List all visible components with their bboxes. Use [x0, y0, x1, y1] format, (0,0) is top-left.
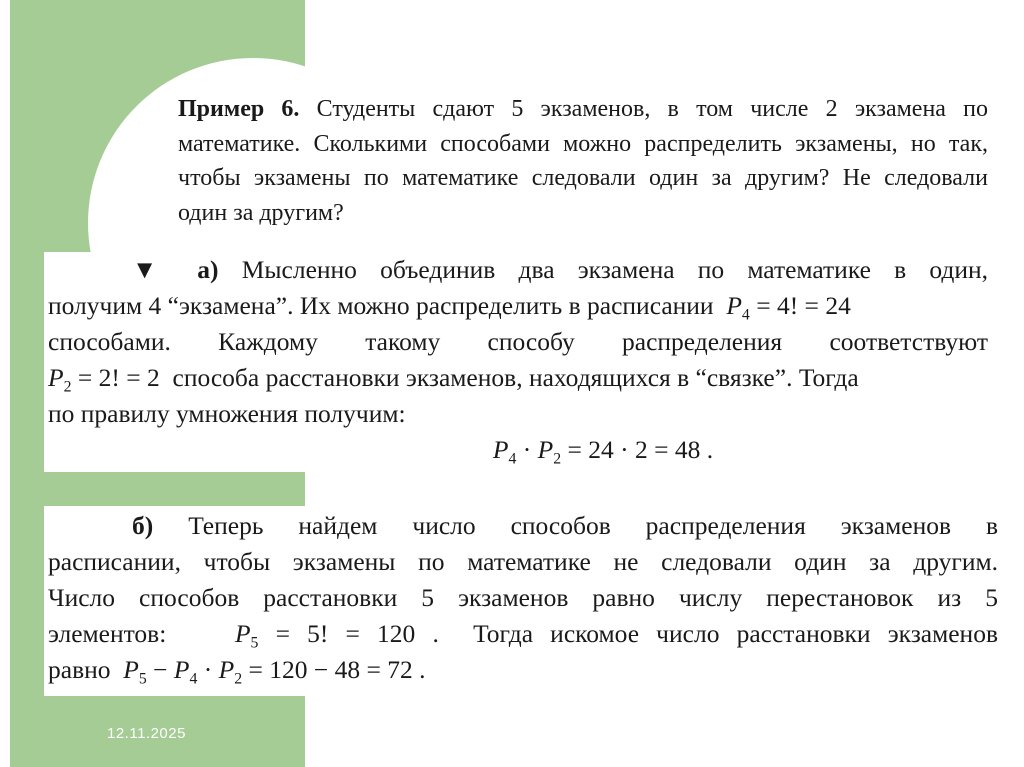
part-b-line-1: б) Теперь найдем число способов распределения экзаменов в	[132, 511, 998, 540]
part-b-line-3: Число способов расстановки 5 экзаменов равно числу перестановок из 5	[48, 583, 998, 612]
part-a-text	[48, 252, 988, 468]
final-formula: $P_5 - P_4 \cdot P_2 = 120 - 48 = 72$ .	[123, 655, 426, 688]
part-b-line-4: элементов: $P_5 = 5$! = 120 . Тогда искомое число расстановки экзаменов	[48, 619, 998, 652]
problem-line-1: Пример 6. Студенты сдают 5 экзаменов, в том числе 2 экзамена по	[178, 96, 988, 122]
part-b-line-5: равно $P_5 - P_4 \cdot P_2 = 120 - 48 = 72$ .	[48, 655, 426, 688]
problem-line-4: один за другим?	[178, 199, 344, 226]
part-a-label: а)	[197, 255, 219, 284]
part-a-line-3: способами. Каждому такому способу распределения соответствуют	[48, 327, 988, 356]
part-a-line-4: $P_2 = 2$! = 2 способа расстановки экзаменов, находящихся в “связке”. Тогда	[48, 363, 859, 396]
left-white-edge	[0, 0, 10, 767]
triangle-marker-icon: ▼	[132, 255, 175, 284]
problem-label: Пример 6.	[178, 96, 300, 122]
part-a-line-2: получим 4 “экзамена”. Их можно распределить в расписании $P_4 = 4$! = 24	[48, 291, 851, 324]
formula-p2: $P_2 = 2$! = 2	[48, 363, 160, 396]
part-b-text	[48, 508, 998, 688]
result-formula: $P_4 \cdot P_2 = 24 \cdot 2 = 48$ .	[492, 435, 714, 468]
problem-line-3: чтобы экзамены по математике следовали один за другим? Не следовали	[178, 165, 988, 191]
part-b-line-2: расписании, чтобы экзамены по математике не следовали один за другим.	[48, 547, 998, 576]
slide-date: 12.11.2025	[107, 725, 186, 742]
part-a-line-1: ▼ а) Мысленно объединив два экзамена по математике в один,	[132, 255, 988, 284]
problem-text	[178, 92, 988, 230]
problem-line-2: математике. Сколькими способами можно распределить экзамены, но так,	[178, 130, 988, 157]
part-b-label: б)	[132, 511, 154, 540]
formula-p4: $P_4 = 4$! = 24	[726, 291, 851, 324]
part-a-line-5: по правилу умножения получим:	[48, 399, 406, 428]
formula-p5: $P_5 = 5$! = 120 .	[234, 619, 439, 652]
